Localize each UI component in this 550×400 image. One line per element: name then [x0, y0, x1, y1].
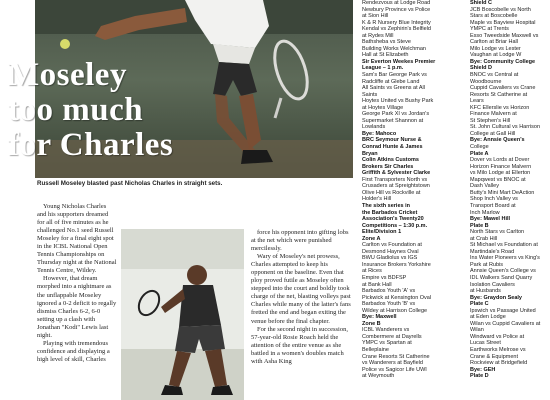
- fixture-line: Police vs Sagicor Life UWI: [362, 366, 427, 373]
- fixture-line: Finance Malvern at: [470, 111, 517, 118]
- fixture-line: Pickwick at Kensington Oval: [362, 294, 432, 301]
- article-column-1: [37, 203, 117, 364]
- fixture-line: Crusaders at Spreightstown: [362, 183, 430, 190]
- fixture-line: Lears: [470, 98, 484, 105]
- fixture-line: at Sion Hill: [362, 13, 389, 20]
- player-photo-graphic: [121, 229, 244, 400]
- fixture-line: Belleplaine: [362, 346, 389, 353]
- headline: [8, 58, 308, 163]
- fixture-line: George Park XI vs Jordan's: [362, 111, 430, 118]
- fixture-heading: Colin Atkins Customs: [362, 157, 419, 164]
- fixture-heading: The sixth series in: [362, 202, 410, 209]
- fixture-line: Ins Water Pioneers vs King's: [470, 255, 540, 262]
- fixture-line: Wilan vs Cuppid Cavaliers at: [470, 320, 541, 327]
- article-paragraph: Young Nicholas Charles and his supporters dreamed for all of five minutes as he challenged No.1 seed Russell Moseley for a final eight spot in the ICBL National Open Tennis Championships on Thursday night at the National Tennis Centre, Wildey.: [37, 203, 117, 275]
- fixture-line: Ipswich vs Passage United: [470, 307, 536, 314]
- fixture-line: All Saints vs Greens at All: [362, 85, 425, 92]
- fixture-line: Dover vs Lords at Dover: [470, 157, 530, 164]
- fixture-line: Crane Resorts St Catherine: [362, 353, 430, 360]
- photo-caption: Russell Moseley blasted past Nicholas Charles in straight sets.: [37, 180, 223, 187]
- fixture-line: Hall at St Elizabeth: [362, 52, 409, 59]
- fixture-line: Mapqwest vs BNOC at: [470, 176, 526, 183]
- fixture-line: Inch Marlow: [470, 209, 500, 216]
- article-paragraph: force his opponent into gifting lobs at the net which were punished mercilessly.: [251, 229, 349, 253]
- fixture-line: Radcliffe at Glebe Land: [362, 78, 420, 85]
- fixture-line: at Weymouth: [362, 373, 395, 380]
- fixture-line: BWU Gladiolus vs IGS: [362, 255, 418, 262]
- fixture-line: Rendezvous at Lodge Road: [362, 0, 431, 6]
- fixture-line: ICBL Wanderers vs: [362, 327, 410, 334]
- fixture-line: Resorts St Catherine at: [470, 91, 528, 98]
- fixture-line: vs Milo Lodge at Ellerton: [470, 170, 531, 177]
- fixture-line: Park at Rubis: [470, 261, 504, 268]
- fixture-heading: Shield D: [470, 65, 493, 72]
- fixture-heading: Plate B: [470, 222, 489, 229]
- fixture-line: Isolation Cavaliers: [470, 281, 515, 288]
- fixture-line: College at Gall Hill: [470, 130, 516, 137]
- fixture-line: Windward vs Police at: [470, 333, 525, 340]
- fixture-line: Saints: [362, 91, 378, 98]
- fixture-line: Carlton at Briar Hall: [470, 39, 518, 46]
- fixture-heading: Shield C: [470, 0, 493, 6]
- article-paragraph: For the second night in succession, 57-year-old Rosie Roach held the attention of the entire venue as she battled in a women's doubles match with Asha King: [251, 325, 348, 365]
- fixture-heading: Bye: Community College: [470, 58, 536, 65]
- fixture-line: Sam's Bar George Park vs: [362, 72, 427, 79]
- fixture-heading: Competitions – 1:30 p.m.: [362, 222, 428, 229]
- fixture-line: at Husbands: [470, 288, 501, 295]
- fixture-line: at Eden Lodge: [470, 314, 506, 321]
- fixture-line: vs Wanderers at Bayfield: [362, 360, 423, 367]
- fixture-line: at Rydes Mill: [362, 32, 394, 39]
- fixture-line: Insurance Brokers Yorkshire: [362, 261, 431, 268]
- fixture-line: Wilan: [470, 327, 484, 334]
- fixture-line: Olive Hill vs Rockville at: [362, 189, 421, 196]
- fixture-line: Woodbourne: [470, 78, 502, 85]
- fixture-heading: Elite/Division 1: [362, 229, 402, 236]
- fixture-line: Empire vs BDFSP: [362, 274, 407, 281]
- fixture-heading: Conrad Hunte & James: [362, 144, 423, 151]
- fixture-line: Hoytes United vs Bushy Park: [362, 98, 434, 105]
- fixture-heading: Bye: Annsie Queen's: [470, 137, 525, 144]
- fixture-line: Rockview at Bridgefield: [470, 360, 528, 367]
- fixture-line: at Rices: [362, 268, 382, 275]
- fixture-heading: League – 1 p.m.: [362, 65, 404, 72]
- headline-line-2: too much: [8, 92, 144, 128]
- fixture-heading: Plate C: [470, 301, 489, 308]
- article-paragraph: Playing with tremendous confidence and displaying a high level of skill, Charles: [37, 339, 110, 363]
- fixture-heading: Bye: Graydon Sealy: [470, 294, 522, 301]
- fixture-heading: BRC Seymour Nurse &: [362, 137, 422, 144]
- article-column-2: [251, 229, 353, 366]
- fixture-line: North Stars vs Carlton: [470, 229, 525, 236]
- fixture-heading: the Barbados Cricket: [362, 209, 418, 216]
- fixture-line: St Michael vs Foundation at: [470, 242, 538, 249]
- fixture-line: Barbados Youth 'B' vs: [362, 301, 416, 308]
- fixture-heading: Bye: GEH: [470, 366, 496, 373]
- fixture-line: Desmond Haynes Oval: [362, 248, 419, 255]
- fixture-line: Building Works Welchman: [362, 45, 426, 52]
- headline-line-3: for Charles: [8, 127, 174, 163]
- fixture-line: Cuppid Cavaliers vs Crane: [470, 85, 536, 92]
- fixtures-column-2: [470, 0, 550, 380]
- fixture-heading: Plate D: [470, 373, 489, 380]
- fixture-line: Crane & Equipment: [470, 353, 518, 360]
- fixture-line: Supermarket Shannon at: [362, 117, 424, 124]
- article-paragraph: Wary of Moseley's net prowess, Charles attempted to keep his opponent on the baseline. Even that ploy proved futile as Moseley often stepped into the court and boldly took charge of the net, blasting volleys past Charles while many of the latter's fans fretted the end and began exiting the venue before the final chapter.: [251, 253, 351, 325]
- fixture-line: College: [470, 144, 489, 151]
- fixture-line: IDL Walkers Sand Quarry: [470, 274, 533, 281]
- fixture-heading: Association's Twenty20: [362, 216, 424, 223]
- fixture-heading: Zone A: [362, 235, 381, 242]
- fixture-line: Martindale's Road: [470, 248, 515, 255]
- fixture-heading: Bye: Mawel Hill: [470, 216, 511, 223]
- fixture-line: Shop Inch Valley vs: [470, 196, 518, 203]
- fixture-line: Butty's Mini Mart DeAction: [470, 189, 535, 196]
- fixture-line: KFC Ellerslie vs Horizon: [470, 104, 530, 111]
- fixture-line: Wildey at Harrison College: [362, 307, 428, 314]
- fixture-heading: Bye: Mahoco: [362, 130, 397, 137]
- fixture-line: Maple vs Bayview Hospital: [470, 19, 536, 26]
- fixture-heading: Bye: Maxwell: [362, 314, 397, 321]
- fixture-line: at Crab Hill: [470, 235, 498, 242]
- fixture-line: Carlton vs Foundation at: [362, 242, 422, 249]
- fixture-line: Holder's Hill: [362, 196, 392, 203]
- player-photo: [121, 229, 244, 400]
- fixture-line: Dash Valley: [470, 183, 499, 190]
- fixture-heading: Griffith & Sylvester Clarke: [362, 170, 431, 177]
- fixture-line: Esso Tweedside Maxwell vs: [470, 32, 539, 39]
- fixture-line: Stars at Boscobelle: [470, 13, 518, 20]
- fixture-line: St. John Cultural vs Harrison: [470, 124, 540, 131]
- fixture-line: JCB Boscobelle vs North: [470, 6, 531, 13]
- fixture-line: St Stephen's Hill: [470, 117, 511, 124]
- fixture-line: BNOC vs Central at: [470, 72, 519, 79]
- fixture-line: Transport Board at: [470, 202, 516, 209]
- article-paragraph: However, that dream morphed into a nightmare as the unflappable Moseley ignored a 0-2 deficit to regally dismiss Charles 6-2, 6-0 setting up a clash with Jonathan "Kodi" Lewis last night.: [37, 275, 117, 339]
- fixture-line: Milo Lodge vs Lester: [470, 45, 521, 52]
- fixture-line: at Hoytes Village: [362, 104, 404, 111]
- fixture-line: Barbados Youth 'A' vs: [362, 288, 416, 295]
- fixture-line: Lucas Street: [470, 340, 501, 347]
- fixture-line: Newbury Province vs Police: [362, 6, 431, 13]
- fixture-line: Vaughan at Lodge W: [470, 52, 522, 59]
- fixture-line: First Transporters North vs: [362, 176, 428, 183]
- fixture-line: YMPC vs Spartan at: [362, 340, 412, 347]
- fixture-heading: Zone B: [362, 320, 381, 327]
- fixture-line: Earthworks Melrose vs: [470, 346, 526, 353]
- fixture-line: Lowlands: [362, 124, 386, 131]
- fixture-line: Bathsheba vs Steve: [362, 39, 411, 46]
- fixture-line: Horizon Finance Malvern: [470, 163, 532, 170]
- fixture-line: Annsie Queen's College vs: [470, 268, 536, 275]
- fixture-heading: Bryan: [362, 150, 378, 157]
- fixture-heading: Plate A: [470, 150, 489, 157]
- fixture-line: Combermere at Dayrells: [362, 333, 422, 340]
- headline-line-1: Moseley: [8, 57, 127, 93]
- fixture-line: at Bank Hall: [362, 281, 392, 288]
- fixtures-column-1: [362, 0, 457, 380]
- fixture-heading: Sir Everton Weekes Premier: [362, 58, 436, 65]
- fixture-heading: Brokers Sir Charles: [362, 163, 414, 170]
- fixture-line: YMPC at Trents: [470, 26, 509, 33]
- fixture-line: K & R Nursery Blue Integrity: [362, 19, 431, 26]
- fixture-line: Kendal vs Zephirin's Belfield: [362, 26, 431, 33]
